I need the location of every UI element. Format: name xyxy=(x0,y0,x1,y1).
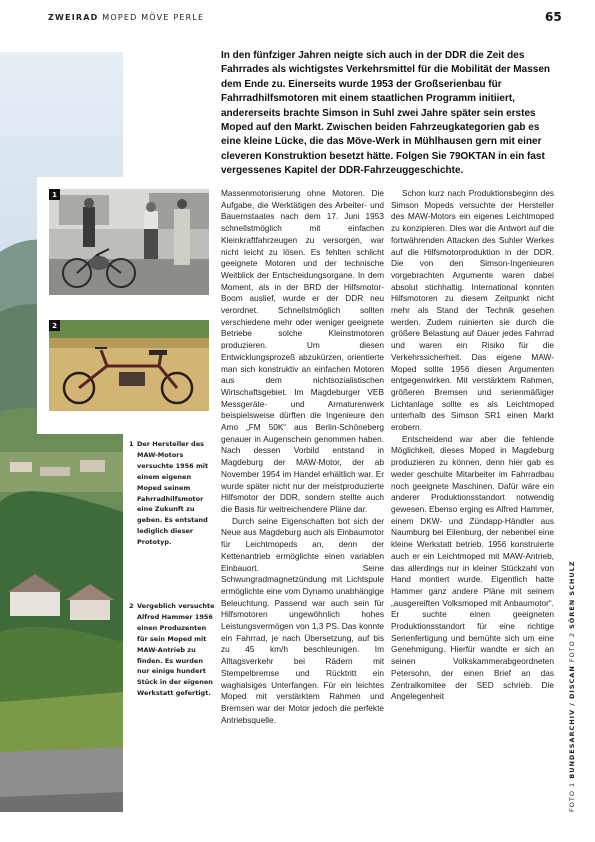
page-number: 65 xyxy=(545,10,562,24)
credit-label-1: FOTO 1 xyxy=(568,781,576,812)
photo-number-2: 2 xyxy=(49,320,60,331)
topic-label: MOPED MÖVE PERLE xyxy=(102,13,205,22)
magazine-brand: 79OKTAN xyxy=(449,150,496,162)
credit-label-2: FOTO 2 xyxy=(568,632,576,663)
credit-name-1: BUNDESARCHIV / DISCAN xyxy=(568,665,576,779)
caption-text-1: Der Hersteller des MAW-Motors versuchte 1956 mit einem eigenen Moped seinem Fahrradhilfsmotor eine Zukunft zu geben. Es entstand lediglich dieser Prototyp. xyxy=(137,440,209,547)
credit-name-2: SÖREN SCHULZ xyxy=(568,560,576,629)
intro-text: In den fünfziger Jahren neigte sich auch in der DDR die Zeit des Fahrrades als wichtigstes Verkehrsmittel für die Mobilität der Massen dem Ende zu. Einerseits wurde 1953 der Großserienbau für Fahrradhilfsmotoren mit einem staatlichen Programm initiiert, andererseits brachte Simson in Suhl zwei Jahre später sein erstes Moped auf den Markt. Zwischen beiden Fahrzeugkategorien gab es eine kleine Lücke, die das Möve-Werk in Mühlhausen gern mit einer cleveren Konstruktion besetzt hätte. Folgen Sie xyxy=(221,50,550,162)
photo-caption-2 xyxy=(129,601,215,699)
photo-panel xyxy=(37,177,209,434)
intro-paragraph xyxy=(221,49,558,179)
photo-number-1: 1 xyxy=(49,189,60,200)
section-label: ZWEIRAD xyxy=(48,13,99,22)
running-header xyxy=(48,13,204,22)
body-column-left xyxy=(221,188,384,726)
photo-caption-1 xyxy=(129,439,215,548)
moped-in-field-photo xyxy=(49,320,209,411)
body-paragraph: Massenmotorisierung ohne Motoren. Die Aufgabe, die Werktätigen des Arbeiter- und Bauernstaates nach dem 17. Juni 1953 schnellstmöglich mit einfachen Kleinkraftfahrzeugen zu versorgen, war nicht leicht zu lösen. Es fehlten schlicht geeignete Motoren und der technische Weitblick der Entscheidungsorgane. In dem Moment, als in der BRD der Hilfsmotor-Boom auslief, wurde er der DDR neu verordnet. Schnellstmöglich sollten verschiedene mehr oder weniger geeignete Betriebe solche Kleinstmotoren produzieren. Um diesen Entwicklungsprozeß abzukürzen, orientierte man sich konstruktiv an einfachen Motoren aus dem nichtsozialistischen Wirtschaftsgebiet. Im Magdeburger VEB Messgeräte- und Armaturenwerk beispielsweise dürften die Ingenieure den Amo „FM 50K“ aus Berlin-Schöneberg genauer in Augenschein genommen haben. Nach dessen Vorbild entstand in Magdeburg der MAW-Motor, der ab November 1954 im Handel erhältlich war. Er wurde später nicht nur der meistproduzierte Hilfsmotor der DDR, sondern stellte auch die Basis für weitreichendere Pläne dar. xyxy=(221,188,384,514)
body-paragraph: Entscheidend war aber die fehlende Möglichkeit, dieses Moped in Magdeburg produzieren zu können, denn hier gab es weder geschulte Mitarbeiter im Fahrradbau noch geeignete Maschinen. Dafür wäre ein anderer Produktionsstandort notwendig gewesen. Ebenso erging es Alfred Hammer, einem DKW- und Zündapp-Händler aus Naumburg bei Eilenburg, der nebenbei eine kleine Werkstatt betrieb. 1956 konstruierte auch er ein Leichtmoped mit MAW-Antrieb, das allerdings nur in kleiner Stückzahl von Hand montiert wurde. Eigentlich hatte Hammer ganz andere Pläne mit seinem „ausgereiften Volksmoped mit Anbaumotor“. Er suchte einen geeigneten Produktionsstandort für eine richtige Serienfertigung und bemühte sich um eine Genehmigung. Hierfür wandte er sich an seinen Volkskammerabgeordneten Petersohn, der einen Brief an das Zentralkomitee der SED schrieb. Die Angelegenheit xyxy=(391,433,554,702)
photo-credit xyxy=(568,561,576,812)
body-paragraph: Durch seine Eigenschaften bot sich der Neue aus Magdeburg auch als Einbaumotor für Leichtmopeds an, denn der Kettenantrieb ermöglichte einen variablen Einbauort. Seine Schwungradmagnetzündung mit Lichtspule ermöglichte eine vom Dynamo unabhängige Beleuchtung. Passend war auch sein für Hilfsmotoren ungewöhnlich hohes Leistungsvermögen von 1,3 PS. Das konnte ein Fahrrad, je nach Übersetzung, auf bis zu 45 km/h beschleunigen. Im Alltagsverkehr bei Rädern mit Stempelbremse und Rücktritt ein waghalsiges Unterfangen. Für ein leichtes Moped mit verstärktem Rahmen und Bremsen war der Motor jedoch die perfekte Antriebsquelle. xyxy=(221,515,384,725)
caption-text-2: Vergeblich versuchte Alfred Hammer 1956 einen Produzenten für sein Moped mit MAW-Antrieb zu finden. Es wurden nur einige hundert Stück in der eigenen Werkstatt gefertigt. xyxy=(137,602,215,698)
historic-moped-photo xyxy=(49,189,209,295)
body-column-right xyxy=(391,188,554,703)
intro-tail: in ein fast vergessenes Kapitel der DDR-Fahrzeuggeschichte. xyxy=(221,150,545,177)
body-paragraph: Schon kurz nach Produktionsbeginn des Simson Mopeds versuchte der Hersteller des MAW-Motors ein eigenes Leichtmoped zu konzipieren. Dies war die Antwort auf die fortwährenden Attacken des Suhler Werkes auf die Hilfsmotorproduktion in der DDR. Die von den Simson-Ingenieuren vorgebrachten Argumente waren dabei absolut stichhaltig. International konnten Hilfsmotoren zu diesem Zeitpunkt nicht mehr als Stand der Technik gesehen werden. Zudem ruinierten sie durch die größere Belastung auf Dauer jedes Fahrrad und waren ein Risiko für die Verkehrssicherheit. Das eigene MAW-Moped sollte 1956 diesen Argumenten entgegenwirken. Mit verstärktem Rahmen, größeren Bremsen und serienmäßiger Lichtanlage sollte es als Leichtmoped unterhalb des Simson SR1 einen Markt erobern. xyxy=(391,188,554,433)
caption-number-1: 1 xyxy=(129,440,134,448)
caption-number-2: 2 xyxy=(129,602,134,610)
